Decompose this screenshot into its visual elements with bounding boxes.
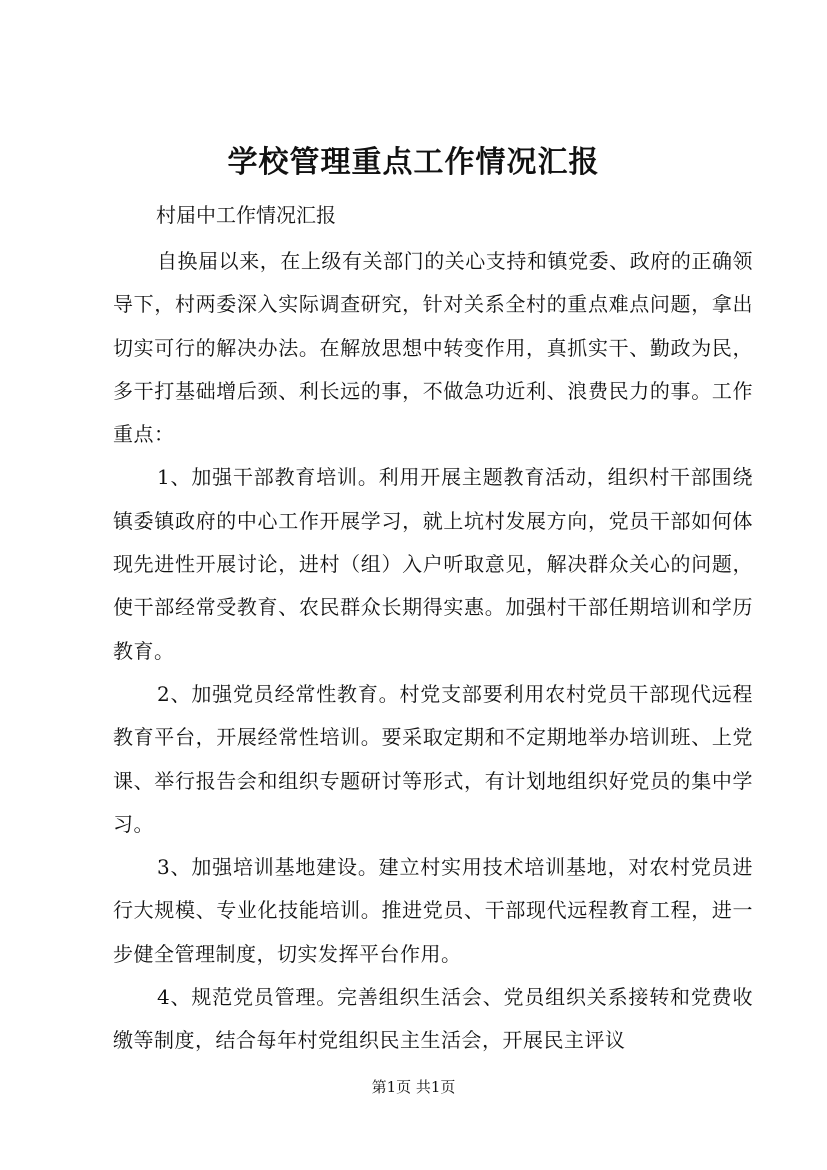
page-footer: 第1页 共1页 <box>371 1078 456 1096</box>
paragraph-item-4: 4、规范党员管理。完善组织生活会、党员组织关系接转和党费收缴等制度，结合每年村党组织民主生活会，开展民主评议 <box>113 985 753 1053</box>
document-body <box>113 240 753 1063</box>
paragraph-item-2: 2、加强党员经常性教育。村党支部要利用农村党员干部现代远程教育平台，开展经常性培训。要采取定期和不定期地举办培训班、上党课、举行报告会和组织专题研讨等形式，有计划地组织好党员的集中学习。 <box>113 681 753 836</box>
document-subtitle: 村届中工作情况汇报 <box>156 203 336 227</box>
paragraph-item-3: 3、加强培训基地建设。建立村实用技术培训基地，对农村党员进行大规模、专业化技能培训。推进党员、干部现代远程教育工程，进一步健全管理制度，切实发挥平台作用。 <box>113 855 753 966</box>
paragraph-item-1: 1、加强干部教育培训。利用开展主题教育活动，组织村干部围绕镇委镇政府的中心工作开展学习，就上坑村发展方向，党员干部如何体现先进性开展讨论，进村（组）入户听取意见，解决群众关心的问题，使干部经常受教育、农民群众长期得实惠。加强村干部任期培训和学历教育。 <box>113 465 753 663</box>
document-title: 学校管理重点工作情况汇报 <box>227 145 600 180</box>
paragraph-intro: 自换届以来，在上级有关部门的关心支持和镇党委、政府的正确领导下，村两委深入实际调查研究，针对关系全村的重点难点问题，拿出切实可行的解决办法。在解放思想中转变作用，真抓实干、勤政为民，多干打基础增后颈、利长远的事，不做急功近利、浪费民力的事。工作重点： <box>113 249 753 447</box>
